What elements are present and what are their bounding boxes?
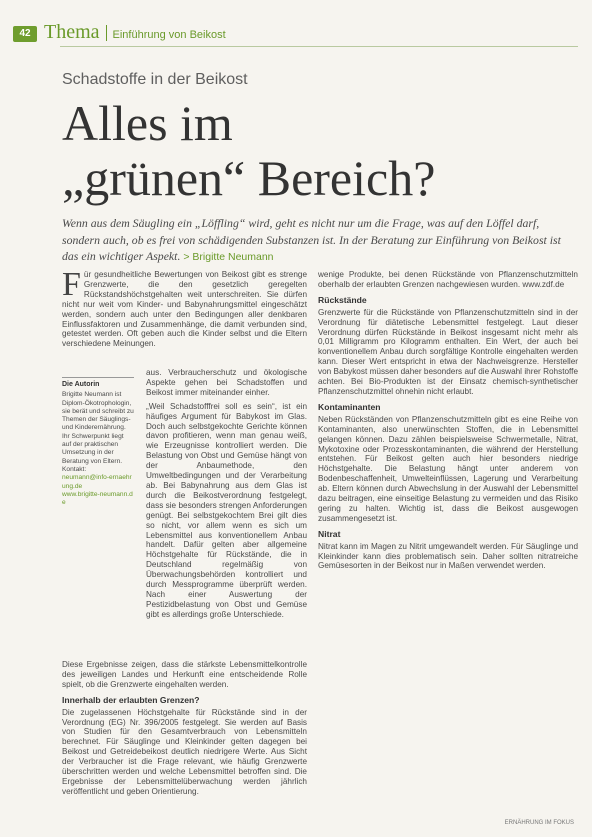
column-3 — [318, 270, 578, 571]
sidebar-website[interactable]: www.brigitte-neumann.de — [62, 490, 133, 507]
intro-text-block — [62, 266, 307, 349]
author-sidebar — [62, 377, 134, 507]
col3-paragraph-1: Grenzwerte für die Rückstände von Pflanzenschutzmitteln sind in der Verordnung für diätetische Lebensmittel festgelegt. Laut dieser Verordnung dürfen Rückstände in Beikost insgesamt nicht mehr als 0,01 Milligramm pro Kilogramm enthalten. Ein Wert, der auch bei konventionellem Anbau durch sorgfältige Kontrolle eingehalten werden kann. Dieser Wert entspricht in etwa der Nachweisgrenze. Hersteller von Babykost müssen daher besonders auf die Auswahl ihrer Rohstoffe achten. Bei Bio-Produkten ist der Einsatz chemisch-synthetischer Pflanzenschutzmittel ohnehin nicht erlaubt. — [318, 307, 578, 396]
sidebar-email[interactable]: neumann@info-ernaehrung.de — [62, 474, 132, 490]
page-footer: ERNÄHRUNG IM FOKUS — [504, 820, 574, 826]
article-lead — [62, 215, 578, 266]
lead-author: > Brigitte Neumann — [183, 251, 274, 263]
col3-intro: wenige Produkte, bei denen Rückstände von Pflanzenschutzmitteln oberhalb der erlaubten Grenzen nachgewiesen wurden. www.zdf.de — [318, 270, 578, 289]
sidebar-title: Die Autorin — [62, 381, 100, 388]
rubric-divider — [106, 25, 107, 41]
intro-paragraph — [62, 266, 307, 349]
section-rubric — [44, 21, 226, 44]
subhead-contaminants: Kontaminanten — [318, 401, 381, 412]
header-rule — [60, 46, 578, 47]
headline-line-1: Alles im — [62, 95, 233, 151]
page-number: 42 — [13, 26, 37, 42]
sidebar-contact-label: Kontakt: — [62, 465, 87, 473]
rubric-subtitle: Einführung von Beikost — [112, 29, 226, 41]
sidebar-rule — [62, 377, 134, 378]
headline-line-2: „grünen“ Bereich? — [62, 150, 436, 206]
rubric-title: Thema — [44, 21, 100, 43]
article-kicker: Schadstoffe in der Beikost — [62, 71, 248, 88]
col3-paragraph-2: Neben Rückständen von Pflanzenschutzmitteln gibt es eine Reihe von Kontaminanten, also unerwünschten Stoffen, die in Lebensmittel gelangen können. Dazu zählen beispielsweise Schwermetalle, Nitrat, Mykotoxine oder Prozesskontaminanten, die während der Herstellung entstehen. Für Beikost gelten auch hier besonders niedrige Höchstgehalte. Die Belastung hängt unter anderem von Bodenbeschaffenheit, Umwelteinflüssen, Lagerung und Verarbeitung ab. Eltern können durch Abwechslung in der Auswahl der Lebensmittel dazu beitragen, eine einseitige Belastung zu vermeiden und das Risiko gering zu halten. Wichtig ist, dass die Beikost ausgewogen zusammengesetzt ist. — [318, 414, 578, 523]
intro-text: ür gesundheitliche Bewertungen von Beikost gibt es strenge Grenzwerte, die den gesetzlich geregelten Rückstandshöchstgehalten weit unterschreiten. Sie dürfen nicht nur weit vom Kinder- und Babynahrungsmittel eingeschätzt werden, sondern auch unter den Bedingungen aller denkbaren Einflussfaktoren und Zusammenhänge, die damit verbunden sind, getestet werden. Oft geben auch die Kinder selbst und die Eltern verschiedene Meinungen. — [62, 270, 307, 349]
subhead-limits: Innerhalb der erlaubten Grenzen? — [62, 694, 200, 705]
col2-paragraph-2: Diese Ergebnisse zeigen, dass die stärkste Lebensmittelkontrolle des jeweiligen Landes und Herkunft eine entscheidende Rolle spielt, ob die Grenzwerte eingehalten werden. — [62, 660, 307, 689]
subhead-nitrate: Nitrat — [318, 528, 341, 539]
lead-text: Wenn aus dem Säugling ein „Löffling“ wird, geht es nicht nur um die Frage, was auf den Löffel darf, sondern auch, ob es frei von schädigenden Substanzen ist. In der Beratung zur Einführung von Beikost ist das ein wichtiger Aspekt. — [62, 216, 561, 263]
col3-paragraph-3: Nitrat kann im Magen zu Nitrit umgewandelt werden. Für Säuglinge und Kleinkinder kann dies problematisch sein. Daher sollten nitratreiche Gemüsesorten in der Beikost nur in Maßen verwendet werden. — [318, 541, 578, 571]
sidebar-text: Brigitte Neumann ist Diplom-Ökotrophologin, sie berät und schreibt zu Themen der Säuglings- und Kinderernährung. Ihr Schwerpunkt liegt auf der praktischen Umsetzung in der Beratung von Eltern. — [62, 391, 134, 465]
column-2-lower — [62, 660, 307, 797]
col2-paragraph-1: „Weil Schadstofffrei soll es sein“, ist ein häufiges Argument für Babykost im Glas. Doch auch selbstgekochte Gerichte können davon profitieren, wenn man genau weiß, wie Erzeugnisse kontrolliert werden. Die Belastung von Obst und Gemüse hängt von der Anbaumethode, den Umweltbedingungen und der Verarbeitung ab. Bei Babynahrung aus dem Glas ist durch die Beikostverordnung festgelegt, dass sie besonders strengen Anforderungen genügt. Bei selbstgekochtem Brei gilt dies so nicht, vor allem wenn es sich um Lebensmittel aus konventionellem Anbau handelt. Dafür gelten aber allgemeine Höchstgehalte für Rückstände, die in Deutschland regelmäßig von Überwachungsbehörden kontrolliert und durch Messprogramme überprüft werden. Nach einer Auswertung der Pestizidbelastung von Obst und Gemüse gibt es allerdings große Unterschiede. — [146, 401, 307, 619]
article-headline — [62, 96, 435, 206]
col2-paragraph-3: Die zugelassenen Höchstgehalte für Rückstände sind in der Verordnung (EG) Nr. 396/2005 festgelegt. Sie werden auf Basis von Studien für den Gesamtverbrauch von Lebensmitteln berechnet. Für Säuglinge und Kleinkinder gelten dagegen bei Beikost und Getreidebeikost deutlich niedrigere Werte. Aus Sicht der Verbraucher ist die Frage relevant, wie häufig Grenzwerte überschritten werden und welche Lebensmittel betroffen sind. Die Ergebnisse der Lebensmittelüberwachung werden jährlich veröffentlicht und geben Orientierung. — [62, 707, 307, 796]
col2-intro: aus. Verbraucherschutz und ökologische Aspekte gehen bei Schadstoffen und Beikost immer miteinander einher. — [146, 368, 307, 397]
subhead-residues: Rückstände — [318, 294, 367, 305]
drop-cap: F — [62, 266, 81, 303]
column-2-upper — [146, 368, 307, 620]
